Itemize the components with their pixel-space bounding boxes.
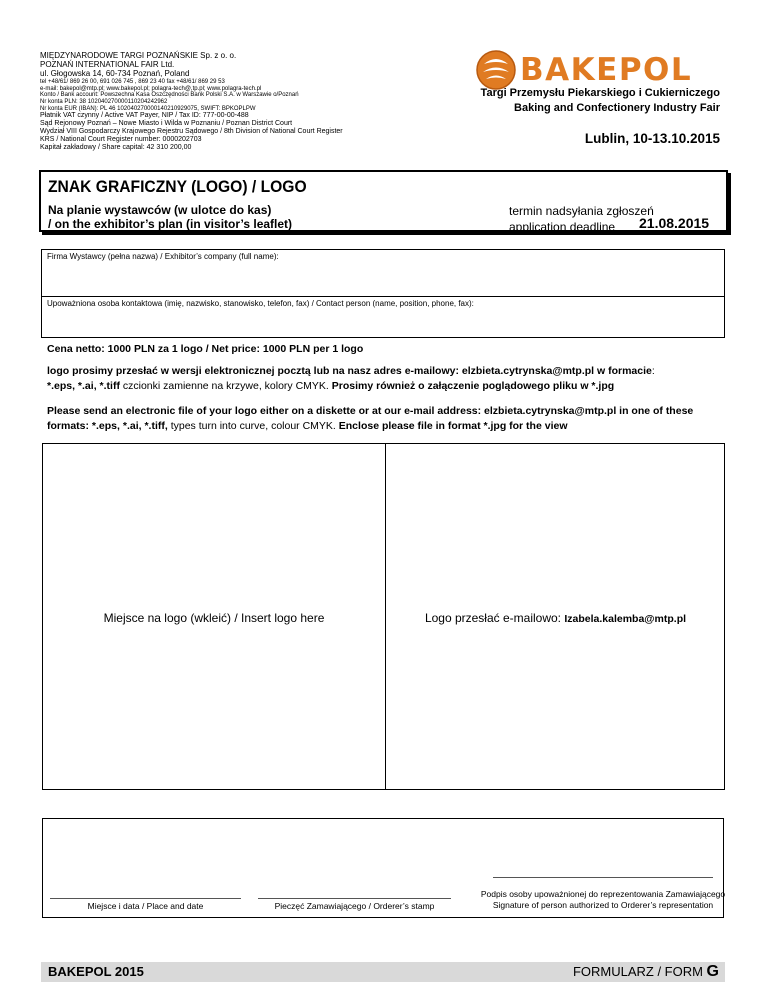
signature-label — [463, 889, 743, 910]
deadline-date: 21.08.2015 — [639, 215, 710, 231]
send-logo-label: Logo przesłać e-mailowo: — [424, 611, 565, 625]
instructions-en-part: types turn into curve, colour CMYK. — [167, 420, 339, 433]
brand-name: BAKEPOL — [520, 52, 693, 88]
price-text: Cena netto: 1000 PLN za 1 logo / Net price: 1000 PLN per 1 logo — [47, 343, 364, 355]
place-date-label: Miejsce i data / Place and date — [87, 901, 204, 911]
company-line: Nr konta EUR (IBAN): PL 46 102040270000140210929075, SWIFT: BPKOPLPW — [40, 105, 256, 112]
stamp-label: Pieczęć Zamawiającego / Orderer’s stamp — [274, 901, 435, 911]
company-line: ul. Głogowska 14, 60-734 Poznań, Poland — [40, 68, 190, 78]
deadline-label-en: application deadline — [509, 219, 616, 234]
company-line: Nr konta PLN: 38 102040270000110204242962 — [40, 99, 168, 106]
company-line: e-mail: bakepol@mtp.pl; www.bakepol.pl; polagra-tech@,tp.pl; www.polagra-tech.pl — [40, 85, 262, 92]
company-line: Kapitał zakładowy / Share capital: 42 310 200,00 — [40, 143, 192, 151]
instructions-en — [47, 404, 727, 434]
signature-label-pl: Podpis osoby upoważnionej do reprezentowania Zamawiającego — [480, 889, 726, 899]
instructions-en-part: Enclose please file in format *.jpg for the view — [338, 420, 568, 433]
footer-form-label: FORMULARZ / FORM — [572, 964, 707, 979]
tagline-pl: Targi Przemysłu Piekarskiego i Cukierniczego — [480, 87, 720, 99]
instructions-pl-part: logo prosimy przesłać w wersji elektronicznej pocztą lub na nasz adres e-mailowy: elzbieta.cytrynska@mtp.pl w formacie — [47, 365, 652, 377]
event-place-date: Lublin, 10-13.10.2015 — [584, 131, 720, 146]
logo-area — [42, 443, 725, 790]
company-line: MIĘDZYNARODOWE TARGI POZNAŃSKIE Sp. z o. o. — [40, 51, 237, 60]
form-title-box — [39, 170, 728, 232]
contact-person-field[interactable] — [41, 296, 725, 338]
company-line: KRS / National Court Register number: 0000202703 — [40, 135, 202, 143]
instructions-pl — [47, 364, 727, 394]
instructions-en-part: Please send an electronic file of your logo either on a diskette or at our e-mail address: elzbieta.cytrynska@mtp.pl in one of these formats: *.eps, *.ai, *.tiff, — [47, 405, 694, 433]
footer-form-letter: G — [706, 963, 719, 980]
company-line: tel +48/61/ 869 26 00, 691 026 745 , 869 23 40 fax +48/61/ 869 29 53 — [40, 78, 225, 85]
send-logo-text — [385, 611, 726, 625]
signature-box — [42, 818, 724, 918]
company-line: Sąd Rejonowy Poznań – Nowe Miasto i Wilda w Poznaniu / Poznan District Court — [40, 120, 293, 128]
exhibitor-company-field[interactable] — [41, 249, 725, 297]
company-line: Płatnik VAT czynny / Active VAT Payer, NIP / Tax ID: 777-00-00-488 — [40, 112, 249, 120]
form-title: ZNAK GRAFICZNY (LOGO) / LOGO — [48, 177, 307, 196]
company-line: Wydział VIII Gospodarczy Krajowego Rejestru Sądowego / 8th Division of National Court Register — [40, 128, 343, 136]
instructions-pl-part: Prosimy również o załączenie poglądowego pliku w *.jpg — [331, 380, 615, 393]
fair-tagline — [481, 86, 720, 116]
subtitle-en: / on the exhibitor’s plan (in visitor’s leaflet) — [48, 217, 293, 232]
company-info — [40, 52, 420, 152]
signature-line[interactable] — [493, 877, 713, 878]
instructions-pl-part: : — [651, 365, 655, 377]
exhibitor-company-label: Firma Wystawcy (pełna nazwa) / Exhibitor’s company (full name): — [47, 252, 279, 261]
instructions-pl-part: czcionki zamienne na krzywe, kolory CMYK. — [119, 380, 332, 393]
company-line: Konto / Bank account: Powszechna Kasa Oszczędności Bank Polski S.A. w Warszawie o/Poznań — [40, 92, 299, 99]
stamp-line[interactable] — [258, 898, 451, 899]
contact-person-label: Upoważniona osoba kontaktowa (imię, nazwisko, stanowisko, telefon, fax) / Contact person (name, position, phone, fax): — [47, 299, 474, 308]
footer-bar — [41, 962, 725, 982]
instructions-pl-part: *.eps, *.ai, *.tiff — [47, 380, 120, 393]
deadline-label — [509, 204, 654, 235]
form-subtitle — [48, 203, 292, 232]
deadline-label-pl: termin nadsyłania zgłoszeń — [509, 204, 654, 218]
company-line: POZNAŃ INTERNATIONAL FAIR Ltd. — [40, 59, 175, 69]
insert-logo-box[interactable]: Miejsce na logo (wkleić) / Insert logo here — [103, 611, 325, 625]
footer-right — [573, 963, 719, 981]
subtitle-pl: Na planie wystawców (w ulotce do kas) — [48, 203, 272, 217]
tagline-en: Baking and Confectionery Industry Fair — [514, 101, 720, 114]
send-logo-email[interactable]: Izabela.kalemba@mtp.pl — [564, 613, 687, 625]
place-date-line[interactable] — [50, 898, 241, 899]
signature-label-en: Signature of person authorized to Orderer’s representation — [492, 899, 714, 910]
footer-left: BAKEPOL 2015 — [48, 964, 144, 979]
